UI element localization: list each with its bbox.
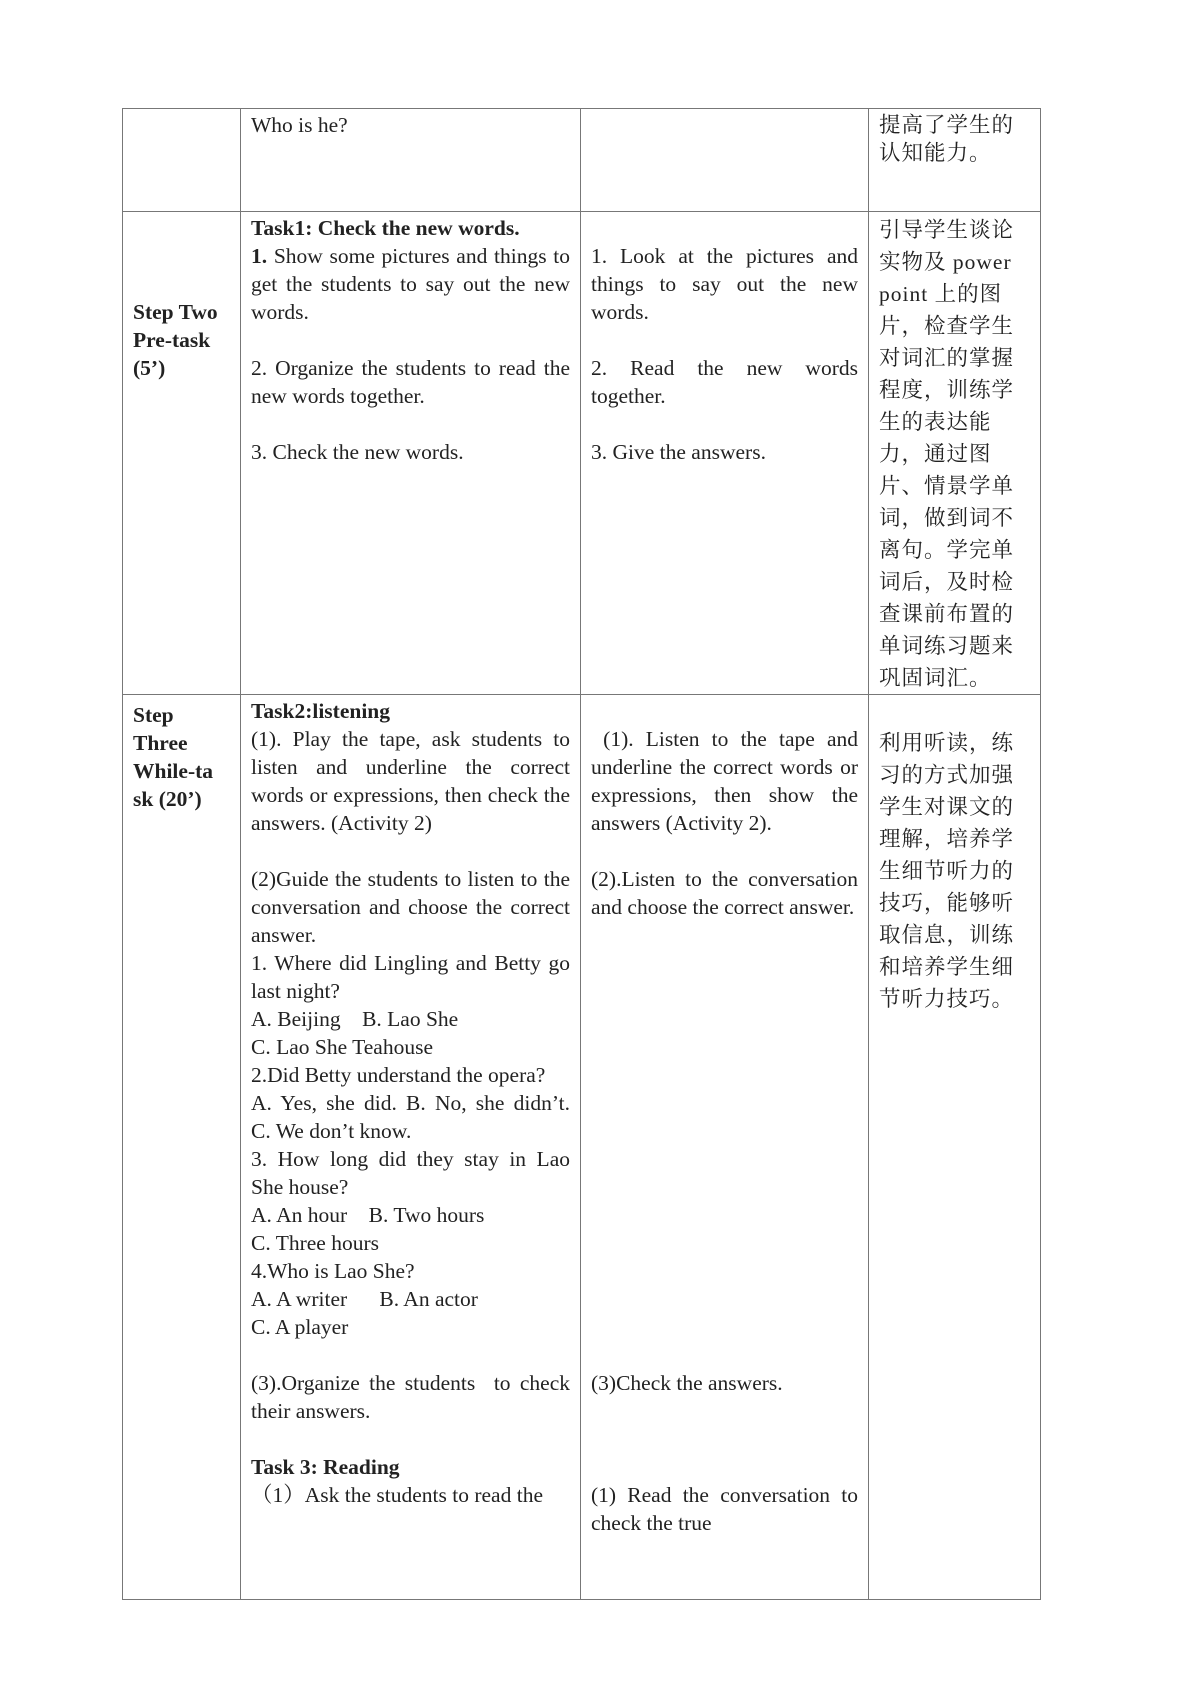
student-activity-cell (581, 695, 869, 1600)
teacher-item: (2)Guide the students to listen to the conversation and choose the correct answer. (251, 867, 570, 947)
step-phase: Pre-task (133, 328, 211, 352)
question: 2.Did Betty understand the opera? (251, 1063, 546, 1087)
student-item: (1). Listen to the tape and underline the correct words or expressions, then show the answers (Activity 2). (591, 727, 864, 835)
table-row (123, 695, 1041, 1600)
teacher-activity-cell (241, 109, 581, 212)
question: 3. How long did they stay in Lao She house? (251, 1147, 570, 1199)
teacher-text: Who is he? (251, 113, 348, 137)
step-phase: While-ta (133, 759, 214, 783)
teacher-item: 1. Show some pictures and things to get the students to say out the new words. (251, 244, 570, 324)
student-item: 2. Read the new words together. (591, 356, 858, 408)
student-item: (1) Read the conversation to check the true (591, 1483, 858, 1535)
purpose-text: 提高了学生的认知能力。 (879, 113, 1015, 165)
step-cell (123, 212, 241, 695)
question-options: C. Three hours (251, 1231, 379, 1255)
teacher-item: 2. Organize the students to read the new words together. (251, 356, 570, 408)
teacher-item: (3).Organize the students to check their answers. (251, 1371, 576, 1423)
lesson-plan-table (122, 108, 1041, 1600)
question-options: A. Yes, she did. B. No, she didn’t. C. We don’t know. (251, 1091, 597, 1143)
student-activity-cell (581, 212, 869, 695)
step-duration: sk (20’) (133, 787, 202, 811)
student-item: (3)Check the answers. (591, 1371, 783, 1395)
question: 4.Who is Lao She? (251, 1259, 415, 1283)
teacher-item: （1）Ask the students to read the (251, 1483, 543, 1507)
table-row (123, 109, 1041, 212)
student-item: 1. Look at the pictures and things to say out the new words. (591, 244, 858, 324)
purpose-cell (869, 109, 1041, 212)
purpose-cell (869, 695, 1041, 1600)
step-cell (123, 695, 241, 1600)
purpose-cell (869, 212, 1041, 695)
step-label: Three (133, 731, 188, 755)
task-title: Task2:listening (251, 699, 391, 723)
step-duration: (5’) (133, 356, 166, 380)
student-item: 3. Give the answers. (591, 440, 766, 464)
step-cell (123, 109, 241, 212)
purpose-text: 利用听读，练习的方式加强学生对课文的理解，培养学生细节听力的技巧，能够听取信息，训练和培养学生细节听力技巧。 (879, 731, 1015, 1011)
task-title: Task 3: Reading (251, 1455, 400, 1479)
question-options: A. A writer B. An actor (251, 1287, 478, 1311)
task-title: Task1: Check the new words. (251, 216, 520, 240)
purpose-text: 引导学生谈论实物及 power point 上的图片，检查学生对词汇的掌握程度，训练学生的表达能力，通过图片、情景学单词，做到词不离句。学完单词后，及时检查课前布置的单词练习题来巩固词汇。 (879, 218, 1015, 690)
student-activity-cell (581, 109, 869, 212)
table-row (123, 212, 1041, 695)
teacher-item: 3. Check the new words. (251, 440, 464, 464)
question-options: C. Lao She Teahouse (251, 1035, 434, 1059)
student-item: (2).Listen to the conversation and choose the correct answer. (591, 867, 858, 919)
step-label: Step (133, 703, 174, 727)
teacher-item: (1). Play the tape, ask students to listen and underline the correct words or expressions, then check the answers. (Activity 2) (251, 727, 570, 835)
teacher-activity-cell (241, 695, 597, 1600)
step-label: Step Two (133, 300, 218, 324)
teacher-activity-cell (241, 212, 581, 695)
question: 1. Where did Lingling and Betty go last night? (251, 951, 570, 1003)
question-options: A. Beijing B. Lao She (251, 1007, 459, 1031)
question-options: C. A player (251, 1315, 349, 1339)
question-options: A. An hour B. Two hours (251, 1203, 485, 1227)
